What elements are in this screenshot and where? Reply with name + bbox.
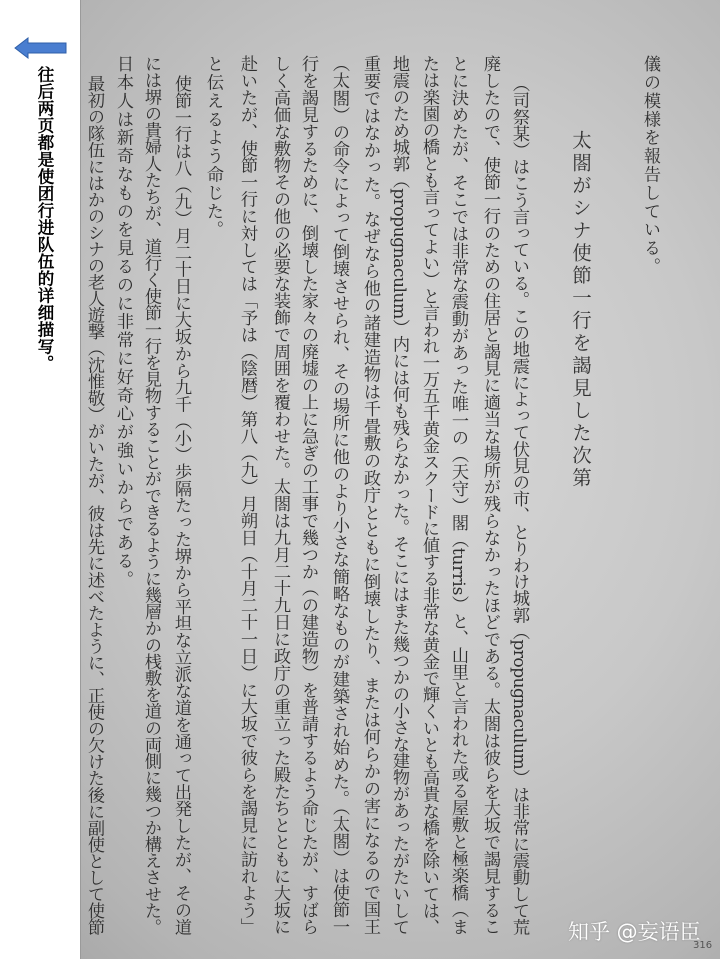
text-column: （太閤）の命令によって倒壊させられ、その場所に他のより小さな簡略なものが建築され始めた。（太閤）は使節一: [329, 55, 349, 935]
text-column: 重要ではなかった。なぜなら他の諸建造物は千畳敷の政庁とともに倒壊したり、または何らかの害になるので国王: [360, 55, 380, 935]
text-column: と伝えるよう命じた。: [203, 55, 223, 239]
annotation-note: 往后两页都是使团行进队伍的详细描写。: [35, 66, 54, 372]
page-number: 316: [693, 940, 713, 951]
text-column: 最初の隊伍にはかのシナの老人遊撃（沈惟敬）がいたが、彼は先に述べたように、正使の欠けた後に副使として使節: [84, 75, 104, 935]
text-column: には堺の貴婦人たちが、道行く使節一行を見物することができるように幾層かの桟敷を道の両側に幾つか構えさせた。: [141, 55, 161, 935]
text-column: 行を謁見するために、倒壊した家々の廃墟の上に急ぎの工事で幾つか（の建造物）を普請するよう命じたが、すばら: [298, 55, 318, 935]
text-column: 赴いたが、使節一行に対しては「予は（陰暦）第八（九）月朔日（十月二十一日）に大坂で彼らを謁見に訪れよう」: [237, 55, 257, 935]
text-column: （司祭某）はこう言っている。この地震によって伏見の市、とりわけ城郭（propugnaculum）は非常に震動して荒: [509, 75, 529, 935]
annotation-sidebar: [0, 0, 81, 959]
text-column: 使節一行は八（九）月二十日に大坂から九千（小）歩隔たった堺から平坦な立派な道を通って出発したが、その道: [171, 75, 191, 935]
text-column: 廃したので、使節一行のための住居と謁見に適当な場所が残らなかったほどである。太閤は彼らを大坂で謁見するこ: [480, 55, 500, 935]
text-column: 儀の模様を報告している。: [640, 55, 660, 276]
chapter-heading: 太閤がシナ使節一行を謁見した次第: [569, 130, 592, 490]
text-column: 地震のため城郭（propugnaculum）内には何も残らなかった。そこにはまた幾つかの小さな建物があったがたいして: [389, 55, 409, 935]
left-arrow-icon: [14, 37, 68, 59]
zhihu-watermark: 知乎 @妄语臣: [568, 920, 701, 944]
text-column: たは楽園の橋とも言ってよい）と言われ一万五千黄金スクードに値する非常な黄金で輝くいとも高貴な橋を除いては、: [419, 55, 439, 935]
text-column: 日本人は新奇なものを見るのに非常に好奇心が強いからである。: [113, 55, 133, 589]
text-column: しく高価な敷物その他の必要な装飾で周囲を覆わせた。太閤は九月二十九日に政庁の重立った殿たちとともに大坂に: [270, 55, 290, 935]
text-column: とに決めたが、そこでは非常な震動があった唯一の（天守）閣（turris）と、山里と言われた或る屋敷と極楽橋（ま: [448, 55, 468, 935]
